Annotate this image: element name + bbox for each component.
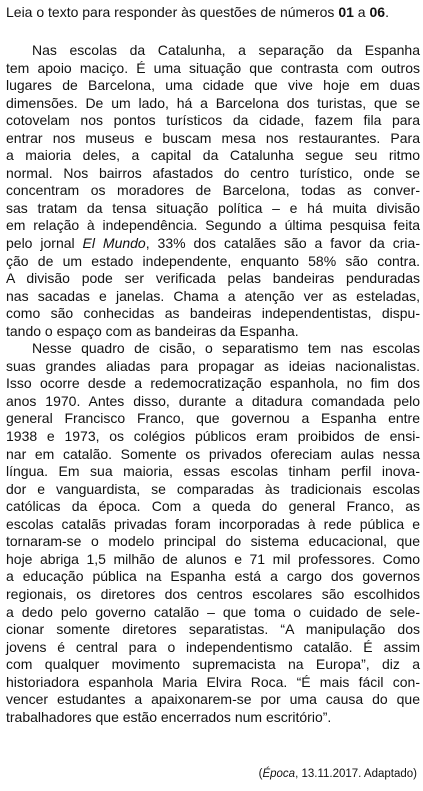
paragraph: [6, 42, 420, 340]
paragraph-line: com qualquer movimento supremacista na Europa”, diz a: [6, 656, 420, 673]
paragraph-line: a maioria deles, a capital da Catalunha segue seu ritmo: [6, 147, 420, 164]
paragraph-line: tornaram-se o modelo principal do sistema educacional, que: [6, 533, 420, 550]
paragraph-line: Nas escolas da Catalunha, a separação da Espanha: [32, 42, 420, 58]
paragraph-line: jovens é central para o independentismo catalão. É assim: [6, 638, 420, 655]
paragraph-line: historiadora espanhola Maria Elvira Roca. “É mais fácil con-: [6, 673, 420, 690]
source-open-paren: (: [258, 768, 263, 780]
paragraph-line: escolas catalãs privadas foram incorporadas à rede pública e: [6, 515, 420, 532]
paragraph-line: regionais, os diretores dos centros escolares são escolhidos: [6, 585, 420, 602]
paragraph-line: Isso ocorre desde a redemocratização espanhola, no fim dos: [6, 375, 420, 392]
paragraph-line: A divisão pode ser verificada pelas bandeiras penduradas: [6, 270, 420, 287]
paragraph-line: a educação pública na Espanha está a cargo dos governos: [6, 568, 420, 585]
line-segment: pelo jornal: [6, 235, 83, 252]
paragraph-line: [6, 235, 420, 253]
source-citation: [259, 766, 417, 782]
paragraph-line: hoje abriga 1,5 milhão de alunos e 71 mil professores. Como: [6, 550, 420, 567]
question-number-end: 06: [369, 4, 386, 20]
instruction-prefix: Leia o texto para responder às questões de números: [6, 4, 339, 20]
paragraph-line: católicas da época. Com a queda do general Franco, as: [6, 498, 420, 515]
paragraph-line: vencer estudantes a apaixonarem-se por uma causa do que: [6, 691, 420, 708]
paragraph: [6, 340, 420, 726]
paragraph-line: trabalhadores que estão encerrados num escritório”.: [6, 708, 332, 725]
source-magazine: Época: [262, 768, 296, 780]
instruction-suffix: .: [385, 4, 389, 20]
paragraph-line: cionar somente diretores separatistas. “A manipulação dos: [6, 621, 420, 638]
instruction-line: [6, 2, 420, 22]
question-number-start: 01: [338, 4, 354, 20]
instruction-middle: a: [353, 4, 370, 20]
paragraph-line: normal. Nos bairros afastados do centro turístico, onde se: [6, 164, 420, 181]
paragraph-line: 1938 e 1973, os colégios públicos eram proibidos de ensi-: [6, 428, 420, 445]
newspaper-name: El Mundo: [82, 235, 146, 252]
paragraph-line: ção de um estado independente, enquanto 58% são contra.: [6, 252, 420, 269]
passage-text: [6, 42, 420, 726]
source-details: , 13.11.2017. Adaptado): [295, 768, 417, 780]
paragraph-line: tando o espaço com as bandeiras da Espanha.: [6, 322, 299, 339]
line-segment: , 33% dos catalães são a favor da cria-: [145, 235, 420, 252]
paragraph-line: entrar nos museus e buscam mesa nos restaurantes. Para: [6, 129, 420, 146]
paragraph-line: nas sacadas e janelas. Chama a atenção ver as esteladas,: [6, 287, 420, 304]
paragraph-line: suas grandes aliadas para propagar as ideias nacionalistas.: [6, 357, 420, 374]
paragraph-line: sas tratam da tensa situação política – e há muita divisão: [6, 199, 420, 216]
paragraph-line: Nesse quadro de cisão, o separatismo tem nas escolas: [32, 340, 420, 357]
paragraph-line: dimensões. De um lado, há a Barcelona dos turistas, que se: [6, 94, 420, 111]
paragraph-line: cotovelam nos pontos turísticos da cidade, fazem fila para: [6, 112, 420, 129]
paragraph-line: lugares de Barcelona, uma cidade que vive hoje em duas: [6, 77, 420, 94]
paragraph-line: nar em catalão. Somente os privados ofereciam aulas nessa: [6, 445, 420, 462]
paragraph-line: general Francisco Franco, que governou a Espanha entre: [6, 410, 420, 427]
paragraph-line: língua. Em sua maioria, essas escolas tinham perfil inova-: [6, 463, 420, 480]
paragraph-line: a dedo pelo governo catalão – que toma o cuidado de sele-: [6, 603, 420, 620]
paragraph-line: tem apoio maciço. É uma situação que contrasta com outros: [6, 59, 420, 76]
paragraph-line: em relação à independência. Segundo a última pesquisa feita: [6, 217, 420, 234]
paragraph-line: como são conhecidas as bandeiras independentistas, dispu-: [6, 305, 420, 322]
paragraph-line: anos 1970. Antes disso, durante a ditadura comandada pelo: [6, 392, 420, 409]
paragraph-line: dor e vanguardista, se comparadas às tradicionais escolas: [6, 480, 420, 497]
paragraph-line: concentram os moradores de Barcelona, todas as conver-: [6, 182, 420, 199]
